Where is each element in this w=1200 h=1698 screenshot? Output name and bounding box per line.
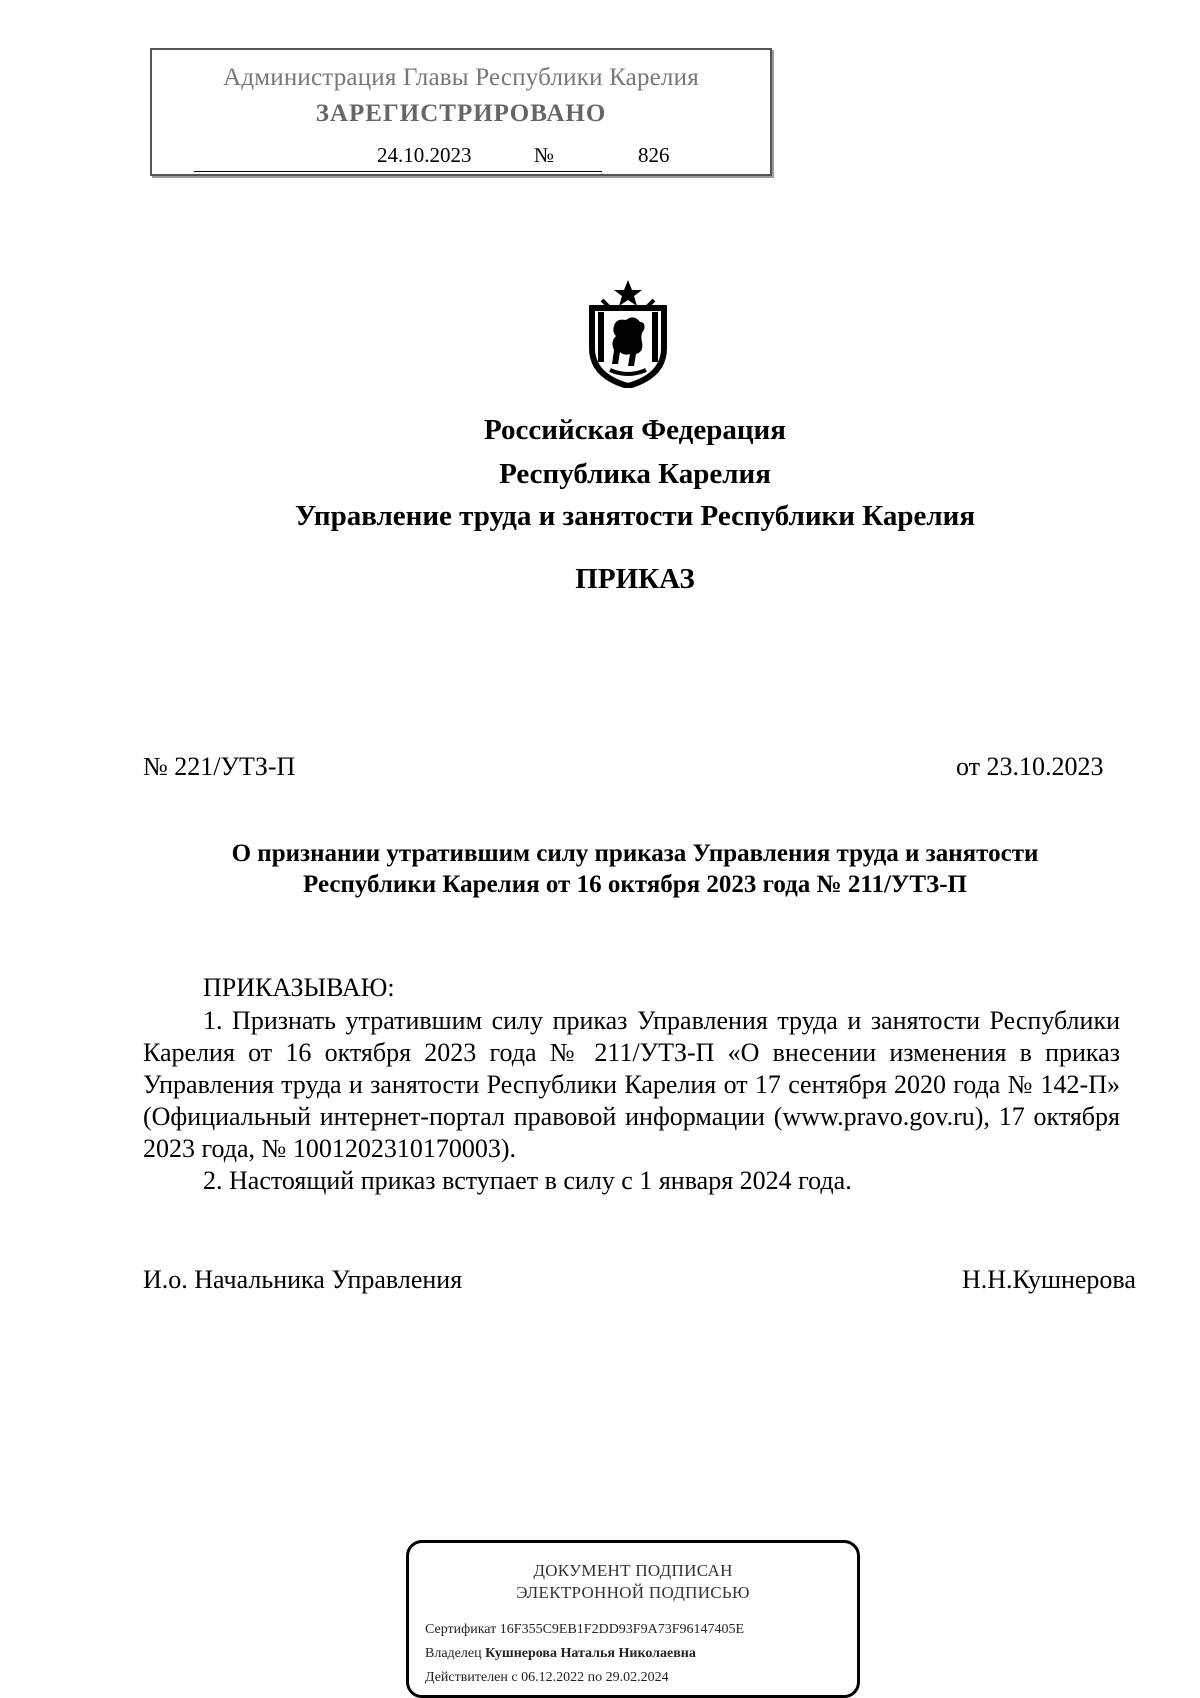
order-item-2: 2. Настоящий приказ вступает в силу с 1 января 2024 года. xyxy=(203,1166,852,1195)
esig-certificate-label: Сертификат xyxy=(425,1622,497,1637)
header-country: Российская Федерация xyxy=(484,414,786,446)
registration-number-sign: № xyxy=(534,143,555,167)
registration-stamp xyxy=(150,48,772,176)
electronic-signature-stamp xyxy=(406,1540,860,1698)
order-item-1: 1. Признать утратившим силу приказ Управления труда и занятости Республики Карелия от 16 октября 2023 года № 211/УТЗ-П «О внесении изменения в приказ Управления труда и занятости Республики Карелия от 17 сентября 2020 года № 142-П» (Официальный интернет-портал правовой информации (www.pravo.gov.ru), 17 октября 2023 года, № 1001202310170003). xyxy=(143,1006,1120,1163)
header-agency: Управление труда и занятости Республики Карелия xyxy=(294,500,976,532)
esig-valid-to: 29.02.2024 xyxy=(605,1670,669,1685)
esig-title-line1: ДОКУМЕНТ ПОДПИСАН xyxy=(533,1561,733,1580)
esig-valid-from: 06.12.2022 xyxy=(521,1670,585,1685)
esig-validity xyxy=(425,1670,669,1686)
order-subject-line2: Республики Карелия от 16 октября 2023 года № 211/УТЗ-П xyxy=(303,871,967,898)
order-number: № 221/УТЗ-П xyxy=(143,752,296,781)
order-directive-word: ПРИКАЗЫВАЮ: xyxy=(203,973,395,1002)
esig-certificate xyxy=(425,1622,744,1638)
document-type-title: ПРИКАЗ xyxy=(575,563,695,595)
esig-owner-label: Владелец xyxy=(425,1646,482,1661)
registration-organization: Администрация Главы Республики Карелия xyxy=(223,64,699,91)
order-date: от 23.10.2023 xyxy=(956,752,1104,781)
header-republic: Республика Карелия xyxy=(499,458,771,490)
signatory-name: Н.Н.Кушнерова xyxy=(962,1265,1136,1294)
esig-certificate-value: 16F355C9EB1F2DD93F9A73F96147405E xyxy=(499,1622,745,1637)
order-subject-line1: О признании утратившим силу приказа Управления труда и занятости xyxy=(231,840,1039,867)
esig-valid-to-label: по xyxy=(587,1670,603,1685)
registration-status: ЗАРЕГИСТРИРОВАНО xyxy=(315,100,607,127)
esig-valid-label: Действителен с xyxy=(425,1670,518,1685)
esig-owner-value: Кушнерова Наталья Николаевна xyxy=(485,1646,696,1661)
esig-title-line2: ЭЛЕКТРОННОЙ ПОДПИСЬЮ xyxy=(516,1583,750,1602)
registration-number: 826 xyxy=(638,143,670,167)
karelia-coat-of-arms-icon xyxy=(580,278,676,388)
signatory-position: И.о. Начальника Управления xyxy=(143,1265,463,1294)
esig-owner xyxy=(425,1646,696,1662)
order-subject xyxy=(143,838,1127,900)
registration-date: 24.10.2023 xyxy=(377,143,472,167)
